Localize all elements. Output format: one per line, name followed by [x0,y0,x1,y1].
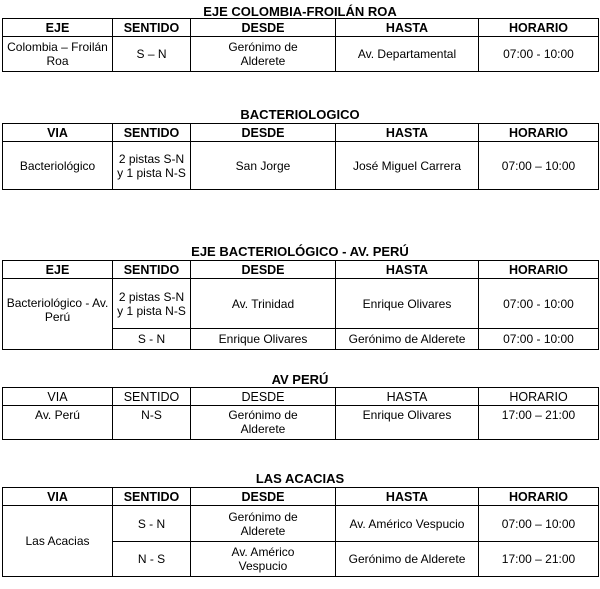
cell-desde: Gerónimo de Alderete [191,506,336,542]
cell-sentido: N - S [113,542,191,577]
cell-sentido: S – N [113,37,191,72]
cell-sentido: 2 pistas S-N y 1 pista N-S [113,279,191,329]
cell-hasta: José Miguel Carrera [336,142,479,190]
section-title-av-peru: AV PERÚ [271,372,329,387]
header-cell: VIA [3,388,113,406]
section-title-bacteriologico: BACTERIOLOGICO [240,107,360,122]
header-cell: EJE [3,19,113,37]
cell-horario: 07:00 – 10:00 [479,142,599,190]
section-title-colombia: EJE COLOMBIA-FROILÁN ROA [203,4,397,19]
header-cell: HORARIO [479,124,599,142]
table-av-peru [2,387,599,440]
header-cell: DESDE [191,261,336,279]
header-cell: SENTIDO [113,261,191,279]
table-header [3,124,599,142]
cell-desde: Gerónimo de Alderete [191,37,336,72]
header-cell: HORARIO [479,488,599,506]
cell-desde: Gerónimo de Alderete [191,406,336,440]
table-row [3,406,599,440]
cell-sentido: 2 pistas S-N y 1 pista N-S [113,142,191,190]
table-row [3,506,599,542]
table-row [3,142,599,190]
table-header [3,261,599,279]
header-cell: SENTIDO [113,488,191,506]
cell-hasta: Av. Américo Vespucio [336,506,479,542]
cell-eje: Bacteriológico - Av. Perú [3,279,113,350]
section-title-bacteriologico-peru: EJE BACTERIOLÓGICO - AV. PERÚ [191,244,409,259]
cell-desde: San Jorge [191,142,336,190]
cell-desde: Enrique Olivares [191,329,336,350]
table-las-acacias [2,487,599,577]
header-cell: EJE [3,261,113,279]
header-cell: HASTA [336,388,479,406]
header-cell: VIA [3,124,113,142]
header-cell: HORARIO [479,261,599,279]
cell-horario: 07:00 – 10:00 [479,506,599,542]
table-row [3,279,599,329]
cell-hasta: Gerónimo de Alderete [336,329,479,350]
header-cell: DESDE [191,124,336,142]
cell-hasta: Gerónimo de Alderete [336,542,479,577]
cell-horario: 17:00 – 21:00 [479,542,599,577]
cell-desde: Av. Américo Vespucio [191,542,336,577]
table-row [3,37,599,72]
cell-eje: Colombia – Froilán Roa [3,37,113,72]
cell-via: Bacteriológico [3,142,113,190]
cell-horario: 07:00 - 10:00 [479,279,599,329]
header-cell: HASTA [336,261,479,279]
header-cell: SENTIDO [113,388,191,406]
cell-sentido: S - N [113,506,191,542]
cell-horario: 07:00 - 10:00 [479,329,599,350]
header-cell: HASTA [336,124,479,142]
table-header [3,488,599,506]
cell-sentido: N-S [113,406,191,440]
header-cell: DESDE [191,488,336,506]
header-cell: HASTA [336,19,479,37]
header-cell: DESDE [191,19,336,37]
cell-hasta: Enrique Olivares [336,406,479,440]
cell-sentido: S - N [113,329,191,350]
section-title-las-acacias: LAS ACACIAS [255,471,345,486]
header-cell: SENTIDO [113,124,191,142]
table-header [3,388,599,406]
cell-hasta: Enrique Olivares [336,279,479,329]
cell-desde: Av. Trinidad [191,279,336,329]
header-cell: SENTIDO [113,19,191,37]
cell-horario: 17:00 – 21:00 [479,406,599,440]
table-bacteriologico [2,123,599,190]
table-bacteriologico-peru [2,260,599,350]
header-cell: VIA [3,488,113,506]
cell-hasta: Av. Departamental [336,37,479,72]
cell-via: Av. Perú [3,406,113,440]
cell-horario: 07:00 - 10:00 [479,37,599,72]
header-cell: HORARIO [479,388,599,406]
header-cell: DESDE [191,388,336,406]
header-cell: HASTA [336,488,479,506]
table-colombia [2,18,599,72]
cell-via: Las Acacias [3,506,113,577]
header-cell: HORARIO [479,19,599,37]
table-header [3,19,599,37]
